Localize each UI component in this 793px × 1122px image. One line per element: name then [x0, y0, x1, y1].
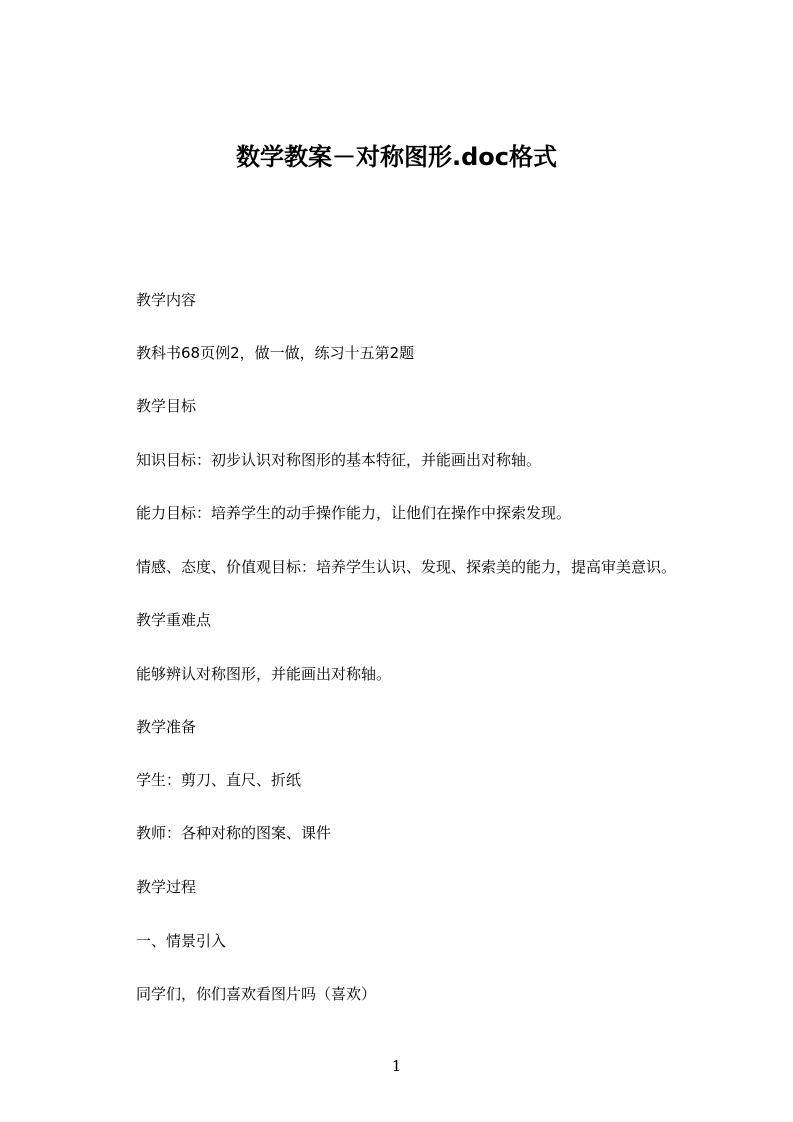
paragraph-opening-question: 同学们，你们喜欢看图片吗（喜欢） — [136, 985, 377, 1003]
paragraph-ability-objective: 能力目标：培养学生的动手操作能力，让他们在操作中探索发现。 — [136, 504, 572, 522]
paragraph-student-materials: 学生：剪刀、直尺、折纸 — [136, 771, 302, 789]
paragraph-knowledge-objective: 知识目标：初步认识对称图形的基本特征，并能画出对称轴。 — [136, 451, 542, 469]
subheading-scene-introduction: 一、情景引入 — [136, 932, 227, 950]
page-number: 1 — [391, 1057, 402, 1075]
section-heading-objectives: 教学目标 — [136, 397, 197, 415]
section-heading-content: 教学内容 — [136, 291, 197, 309]
paragraph-key-points: 能够辨认对称图形，并能画出对称轴。 — [136, 665, 392, 683]
section-heading-key-points: 教学重难点 — [136, 611, 212, 629]
section-heading-process: 教学过程 — [136, 878, 197, 896]
section-heading-preparation: 教学准备 — [136, 718, 197, 736]
paragraph-attitude-objective: 情感、态度、价值观目标：培养学生认识、发现、探索美的能力，提高审美意识。 — [136, 558, 677, 576]
document-title: 数学教案－对称图形.doc格式 — [235, 143, 557, 171]
paragraph-teacher-materials: 教师：各种对称的图案、课件 — [136, 824, 332, 842]
paragraph-textbook-reference: 教科书68页例2，做一做，练习十五第2题 — [136, 344, 415, 362]
